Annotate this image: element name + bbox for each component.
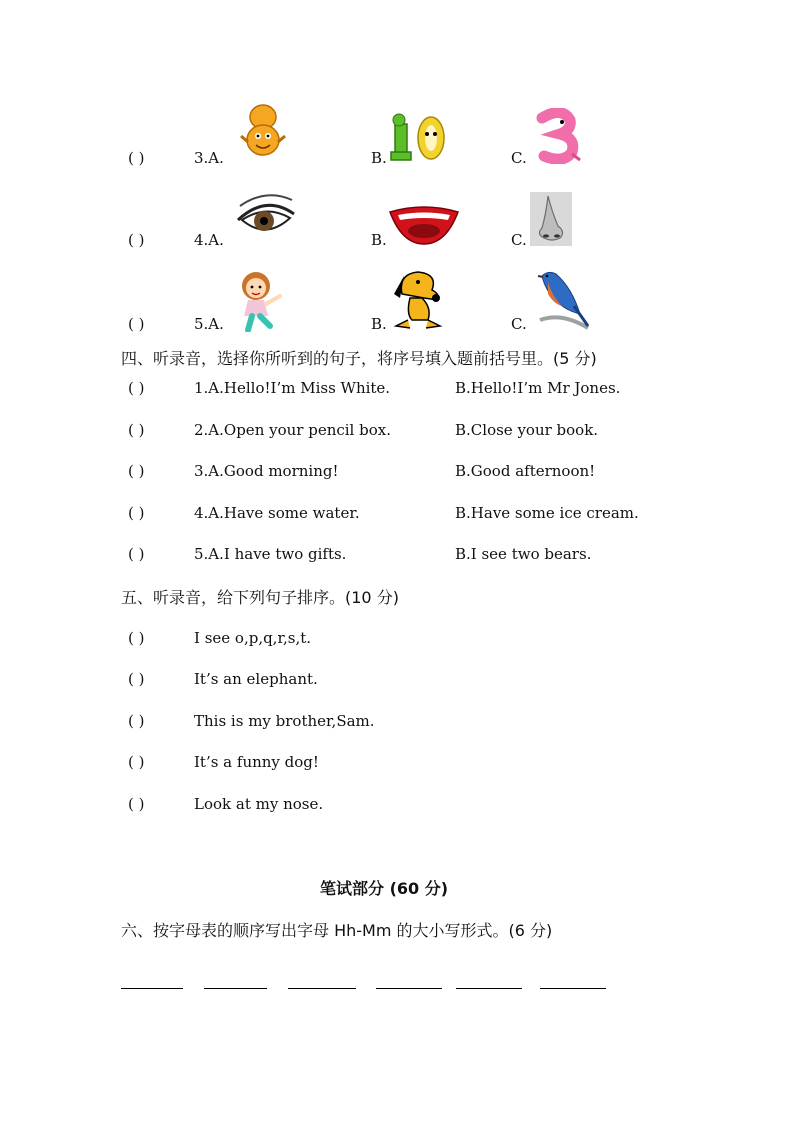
answer-blank[interactable] (540, 988, 606, 989)
option-a-text: 4.A.Have some water. (194, 504, 360, 522)
mouth-icon (388, 204, 460, 246)
girl-cartoon-icon (230, 266, 286, 332)
answer-paren[interactable]: ( ) (128, 462, 145, 480)
answer-paren[interactable]: ( ) (128, 629, 145, 647)
written-part-title: 笔试部分 (60 分) (320, 879, 449, 898)
option-c-label: C. (511, 231, 527, 249)
option-a-text: 2.A.Open your pencil box. (194, 421, 391, 439)
number-10-cartoon-icon (389, 112, 447, 162)
option-b-label: B. (371, 315, 387, 333)
option-a-text: 3.A.Good morning! (194, 462, 339, 480)
question-number: 5.A. (194, 315, 224, 333)
answer-paren[interactable]: ( ) (128, 379, 145, 397)
answer-paren[interactable]: ( ) (128, 545, 145, 563)
option-c-label: C. (511, 149, 527, 167)
answer-paren[interactable]: ( ) (128, 149, 145, 167)
option-c-label: C. (511, 315, 527, 333)
section-5-title: 五、听录音，给下列句子排序。(10 分) (121, 588, 399, 607)
option-b-text: B.Good afternoon! (455, 462, 596, 480)
option-b-text: B.I see two bears. (455, 545, 592, 563)
answer-blank[interactable] (204, 988, 267, 989)
sentence-text: This is my brother,Sam. (194, 712, 375, 730)
answer-paren[interactable]: ( ) (128, 795, 145, 813)
option-b-text: B.Have some ice cream. (455, 504, 639, 522)
dog-cartoon-icon (388, 264, 448, 332)
answer-paren[interactable]: ( ) (128, 421, 145, 439)
answer-blank[interactable] (456, 988, 522, 989)
answer-blank[interactable] (288, 988, 356, 989)
answer-paren[interactable]: ( ) (128, 712, 145, 730)
number-3-cartoon-icon (532, 108, 584, 164)
question-number: 4.A. (194, 231, 224, 249)
option-b-label: B. (371, 149, 387, 167)
answer-paren[interactable]: ( ) (128, 504, 145, 522)
bird-icon (534, 266, 592, 332)
number-8-cartoon-icon (238, 100, 288, 158)
section-6-title: 六、按字母表的顺序写出字母 Hh-Mm 的大小写形式。(6 分) (121, 921, 553, 940)
answer-paren[interactable]: ( ) (128, 670, 145, 688)
question-number: 3.A. (194, 149, 224, 167)
answer-blank[interactable] (121, 988, 183, 989)
answer-paren[interactable]: ( ) (128, 315, 145, 333)
option-b-label: B. (371, 231, 387, 249)
option-a-text: 5.A.I have two gifts. (194, 545, 347, 563)
answer-blank[interactable] (376, 988, 442, 989)
answer-paren[interactable]: ( ) (128, 231, 145, 249)
sentence-text: I see o,p,q,r,s,t. (194, 629, 312, 647)
option-b-text: B.Hello!I’m Mr Jones. (455, 379, 621, 397)
eye-icon (236, 190, 296, 242)
option-b-text: B.Close your book. (455, 421, 599, 439)
answer-paren[interactable]: ( ) (128, 753, 145, 771)
sentence-text: Look at my nose. (194, 795, 324, 813)
option-a-text: 1.A.Hello!I’m Miss White. (194, 379, 391, 397)
sentence-text: It’s a funny dog! (194, 753, 319, 771)
section-4-title: 四、听录音，选择你所听到的句子，将序号填入题前括号里。(5 分) (121, 349, 597, 368)
nose-icon (530, 192, 572, 246)
sentence-text: It’s an elephant. (194, 670, 318, 688)
